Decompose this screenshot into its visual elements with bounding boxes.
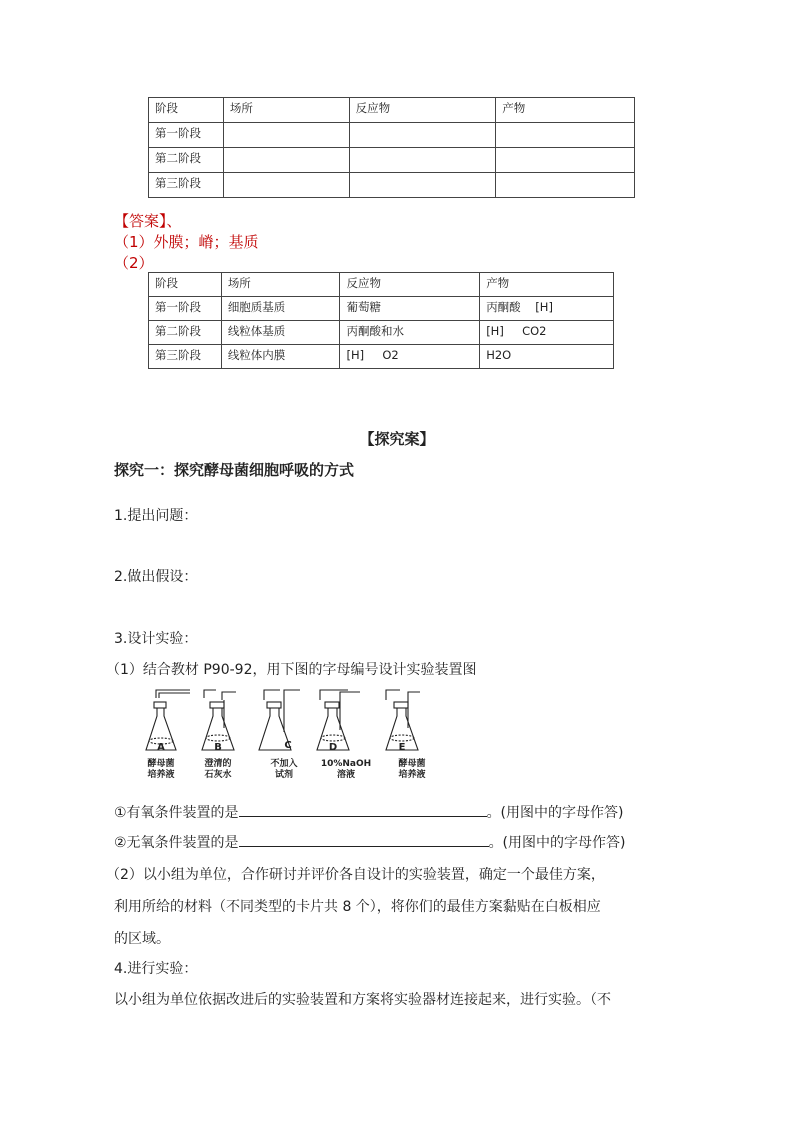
question-anaerobic <box>114 832 626 852</box>
flask-label-b: 澄清的 石灰水 <box>204 759 232 780</box>
table-cell: H2O <box>480 345 614 369</box>
table-cell: 线粒体内膜 <box>221 345 340 369</box>
question-anaerobic-suffix: 。(用图中的字母作答) <box>488 835 626 851</box>
step-4-line: 以小组为单位依据改进后的实验装置和方案将实验器材连接起来，进行实验。（不 <box>114 992 611 1008</box>
flask-letter: B <box>214 742 222 753</box>
table-cell <box>496 148 635 173</box>
answer-blank-anaerobic[interactable] <box>239 832 489 847</box>
blank-stage-table <box>148 97 635 198</box>
section-title: 【探究案】 <box>359 430 435 448</box>
table-cell <box>349 123 496 148</box>
table-cell: [H] CO2 <box>480 321 614 345</box>
flask-letter: C <box>284 740 292 751</box>
step-3-2-line-1: （2）以小组为单位，合作研讨并评价各自设计的实验装置，确定一个最佳方案， <box>106 867 605 883</box>
table-cell: 第一阶段 <box>149 123 224 148</box>
question-aerobic <box>114 802 624 822</box>
flask-a-icon <box>146 690 190 750</box>
answer-item-1: （1）外膜；嵴；基质 <box>114 233 259 251</box>
table-cell <box>349 173 496 198</box>
table-header: 场所 <box>221 273 340 297</box>
table-cell: 第一阶段 <box>149 297 222 321</box>
flask-label-c: 不加入 试剂 <box>270 759 298 780</box>
flask-label-d: 10%NaOH 溶液 <box>320 759 372 780</box>
step-1: 1.提出问题： <box>114 508 198 524</box>
flask-letter: E <box>398 742 406 753</box>
table-cell <box>496 123 635 148</box>
step-4: 4.进行实验： <box>114 961 198 977</box>
question-aerobic-suffix: 。(用图中的字母作答) <box>486 805 624 821</box>
table-header: 场所 <box>223 98 349 123</box>
answer-blank-aerobic[interactable] <box>239 802 487 817</box>
step-3-1: （1）结合教材 P90-92，用下图的字母编号设计实验装置图 <box>106 662 477 678</box>
table-cell: 葡萄糖 <box>340 297 480 321</box>
table-cell: 第三阶段 <box>149 173 224 198</box>
table-header: 阶段 <box>149 273 222 297</box>
step-3-2-line-3: 的区域。 <box>114 931 170 947</box>
flask-letter: A <box>157 742 165 753</box>
flask-letter: D <box>328 742 338 753</box>
table-cell <box>223 173 349 198</box>
answer-label: 【答案】、 <box>114 212 182 230</box>
table-cell <box>349 148 496 173</box>
table-header: 反应物 <box>349 98 496 123</box>
flask-c-icon <box>259 690 300 750</box>
step-2: 2.做出假设： <box>114 569 198 585</box>
table-cell: 第二阶段 <box>149 321 222 345</box>
table-cell <box>223 123 349 148</box>
table-header: 产物 <box>480 273 614 297</box>
flask-b-icon <box>202 690 236 750</box>
flask-e-icon <box>386 690 420 750</box>
inquiry-title: 探究一：探究酵母菌细胞呼吸的方式 <box>114 461 355 479</box>
table-cell: [H] O2 <box>340 345 480 369</box>
flask-apparatus-figure <box>140 688 440 760</box>
step-3: 3.设计实验： <box>114 631 198 647</box>
table-header: 阶段 <box>149 98 224 123</box>
table-cell <box>223 148 349 173</box>
flask-label-e: 酵母菌 培养液 <box>398 759 426 780</box>
table-cell: 第二阶段 <box>149 148 224 173</box>
table-header: 产物 <box>496 98 635 123</box>
table-cell: 细胞质基质 <box>221 297 340 321</box>
table-cell: 丙酮酸 [H] <box>480 297 614 321</box>
question-aerobic-prefix: ①有氧条件装置的是 <box>114 805 239 821</box>
flask-d-icon <box>317 690 360 750</box>
table-header: 反应物 <box>340 273 480 297</box>
step-3-2-line-2: 利用所给的材料（不同类型的卡片共 8 个），将你们的最佳方案黏贴在白板相应 <box>114 899 601 915</box>
table-cell: 丙酮酸和水 <box>340 321 480 345</box>
answer-item-2: （2） <box>114 254 154 272</box>
question-anaerobic-prefix: ②无氧条件装置的是 <box>114 835 239 851</box>
answer-stage-table <box>148 272 614 369</box>
table-cell: 第三阶段 <box>149 345 222 369</box>
table-cell <box>496 173 635 198</box>
table-cell: 线粒体基质 <box>221 321 340 345</box>
flask-label-a: 酵母菌 培养液 <box>147 759 175 780</box>
